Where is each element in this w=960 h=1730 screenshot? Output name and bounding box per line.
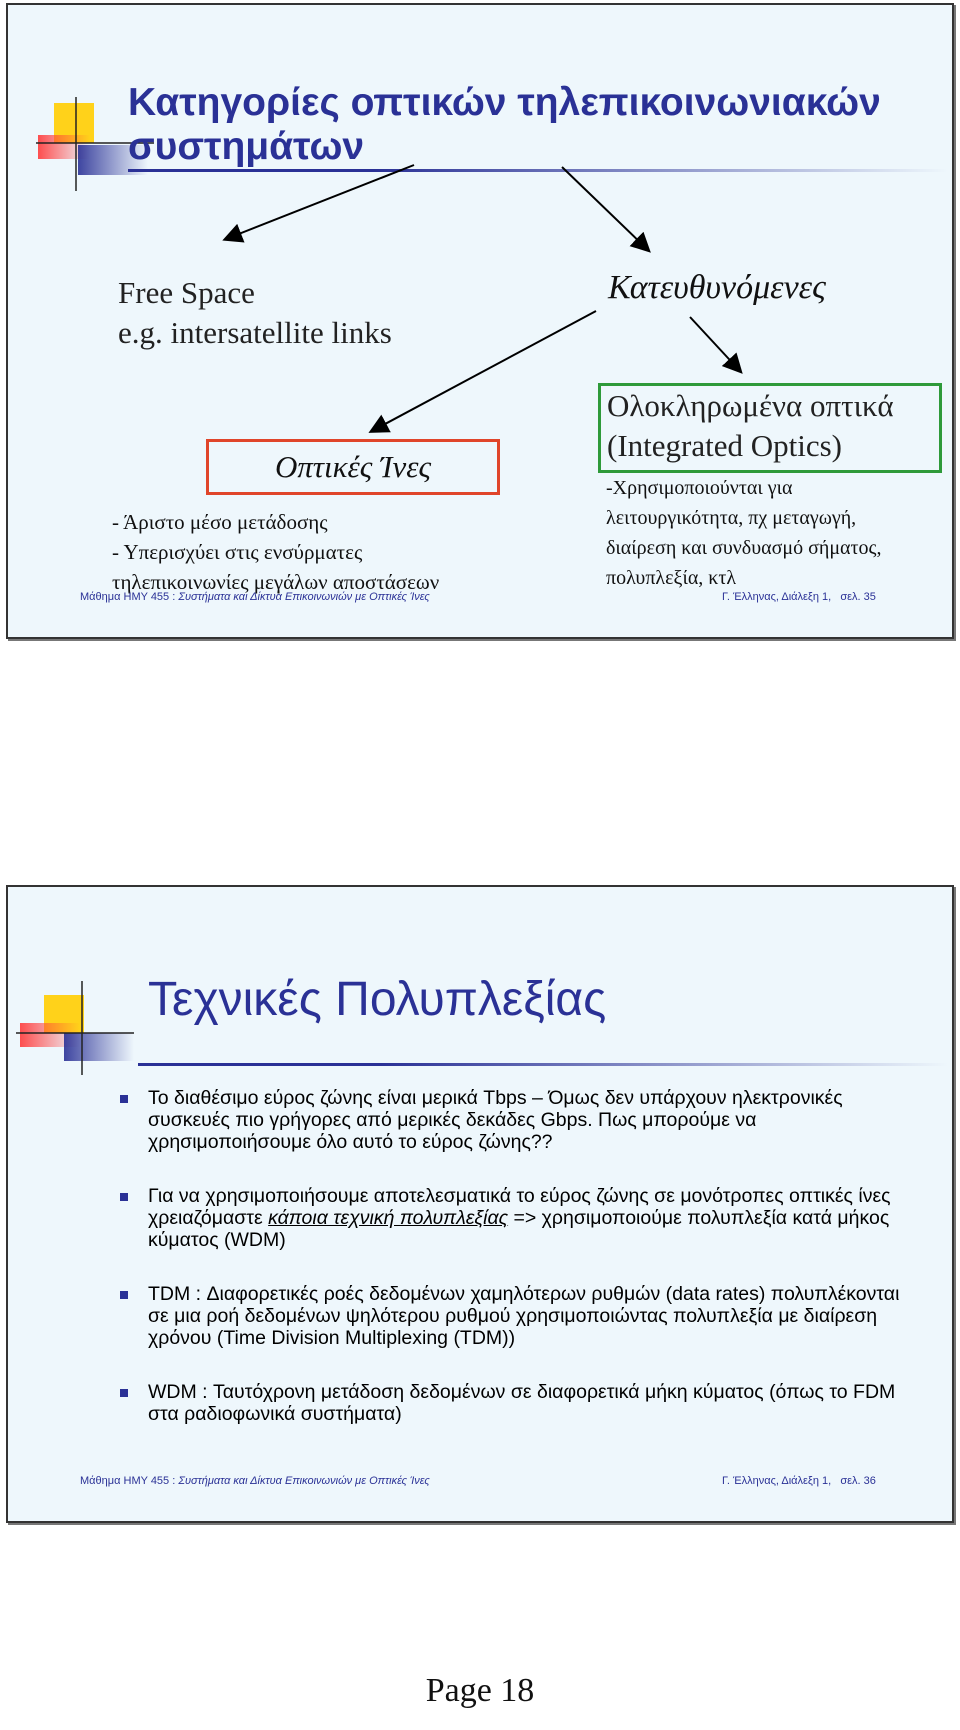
free-space-label [118, 273, 392, 353]
fibers-point: - Άριστο μέσο μετάδοσης [112, 510, 328, 534]
fibers-title: Οπτικές Ίνες [274, 449, 432, 484]
integrated-point: διαίρεση και συνδυασμό σήματος, [606, 537, 882, 559]
slide-title: Κατηγορίες οπτικών τηλεπικοινωνιακών συστημάτων [128, 81, 881, 168]
free-space-text: Free Space [118, 275, 255, 310]
bullet-item: TDM : Διαφορετικές ροές δεδομένων χαμηλότερων ρυθμών (data rates) πολυπλέκονται σε μια ροή δεδομένων ψηλότερου ρυθμού χρησιμοποιώντας πολυπλεξία με διαίρεση χρόνου (Time Division Multiplexing (TDM)) [120, 1283, 920, 1349]
bullet-item [120, 1185, 920, 1251]
integrated-optics-box [598, 383, 942, 473]
arrow-guided [562, 167, 648, 250]
fibers-box [206, 439, 500, 495]
integrated-point: λειτουργικότητα, πχ μεταγωγή, [606, 507, 857, 529]
slide-logo-icon [16, 979, 136, 1079]
footer-course: Μάθημα ΗΜΥ 455 : [80, 591, 179, 603]
footer-course-title: Συστήματα και Δίκτυα Επικοινωνιών με Οπτικές Ίνες [178, 591, 430, 603]
free-space-example: e.g. intersatellite links [118, 315, 392, 350]
title-underline [138, 1063, 948, 1066]
bullet-text: Για να χρησιμοποιήσουμε αποτελεσματικά το εύρος ζώνης σε μονότροπες οπτικές ίνες χρειαζόμαστε [148, 1185, 891, 1229]
slide-footer-left [80, 1475, 430, 1487]
bullet-text: => χρησιμοποιούμε πολυπλεξία κατά μήκος κύματος (WDM) [148, 1207, 890, 1251]
integrated-points [606, 473, 881, 593]
arrow-integrated [690, 317, 740, 371]
bullet-list [120, 1087, 920, 1457]
integrated-title-line2: (Integrated Optics) [607, 428, 842, 463]
footer-course-title: Συστήματα και Δίκτυα Επικοινωνιών με Οπτικές Ίνες [178, 1475, 430, 1487]
bullet-item: WDM : Ταυτόχρονη μετάδοση δεδομένων σε διαφορετικά μήκη κύματος (όπως το FDM στα ραδιοφωνικά συστήματα) [120, 1381, 920, 1425]
arrow-free-space [226, 165, 414, 239]
slide-title: Τεχνικές Πολυπλεξίας [148, 973, 607, 1026]
slide-35 [6, 3, 954, 639]
bullet-item: Το διαθέσιμο εύρος ζώνης είναι μερικά Tbps – Όμως δεν υπάρχουν ηλεκτρονικές συσκευές πιο γρήγορες από μερικές δεκάδες Gbps. Πως μπορούμε να χρησιμοποιήσουμε όλο αυτό το εύρος ζώνης?? [120, 1087, 920, 1153]
guided-label: Κατευθυνόμενες [608, 269, 826, 306]
integrated-point: πολυπλεξία, κτλ [606, 567, 737, 589]
slide-footer-right: Γ. Έλληνας, Διάλεξη 1, σελ. 36 [722, 1475, 876, 1487]
integrated-title-line1: Ολοκληρωμένα οπτικά [607, 388, 894, 423]
integrated-point: -Χρησιμοποιούνται για [606, 477, 793, 499]
fibers-points [112, 507, 439, 597]
slide-36 [6, 885, 954, 1523]
bullet-emphasis: κάποια τεχνική πολυπλεξίας [268, 1207, 509, 1229]
page-number: Page 18 [425, 1672, 535, 1709]
fibers-point: τηλεπικοινωνίες μεγάλων αποστάσεων [112, 570, 440, 594]
fibers-point: - Υπερισχύει στις ενσύρματες [112, 540, 363, 564]
slide-footer-right: Γ. Έλληνας, Διάλεξη 1, σελ. 35 [722, 591, 876, 603]
slide-footer-left [80, 591, 430, 603]
footer-course: Μάθημα ΗΜΥ 455 : [80, 1475, 179, 1487]
arrow-fibers [372, 311, 596, 431]
